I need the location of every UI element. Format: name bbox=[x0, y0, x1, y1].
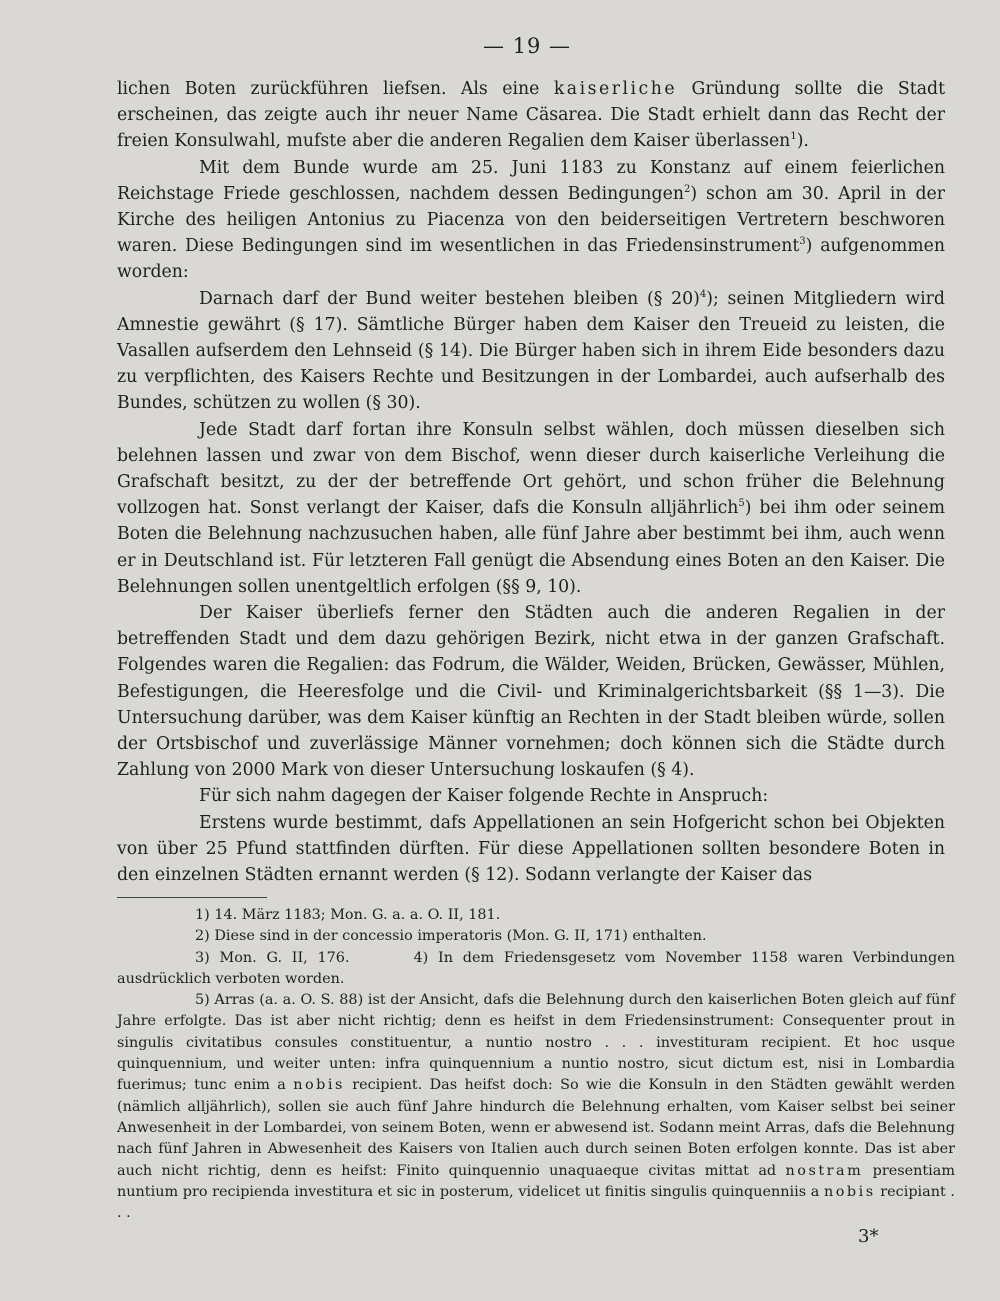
text-run: Der Kaiser überliefs ferner den Städten auch die anderen Regalien in der betreffenden Stadt und dem dazu gehörigen Bezirk, nicht etwa in der ganzen Grafschaft. Folgendes waren die Regalien: das Fodrum, die Wälder, Weiden, Brücken, Gewässer, Mühlen, Befestigungen, die Heeresfolge und die Civil- und Kriminalgerichtsbarkeit (§§ 1—3). Die Untersuchung darüber, was dem Kaiser künftig an Rechten in der Stadt bleiben würde, sollen der Ortsbischof und zuverlässige Männer vornehmen; doch können sich die Städte durch Zahlung von 2000 Mark von dieser Untersuchung loskaufen (§ 4). bbox=[117, 603, 945, 781]
paragraph bbox=[117, 286, 945, 417]
text-run: Mit dem Bunde wurde am 25. Juni 1183 zu Konstanz auf einem feierlichen Reichstage Friede geschlossen, nachdem dessen Bedingungen bbox=[117, 157, 945, 204]
paragraph bbox=[117, 600, 945, 783]
text-run: ) schon am 30. April in der Kirche des heiligen Antonius zu Piacenza von den beiderseitigen Vertretern beschworen waren. Diese Bedingungen sind im wesentlichen in das Friedensinstrument bbox=[117, 183, 945, 257]
spaced-emphasis: nostram bbox=[785, 1162, 864, 1179]
text-run: ). bbox=[796, 131, 809, 152]
footnote-marker: 5 bbox=[738, 498, 745, 510]
footnotes bbox=[117, 905, 955, 1224]
paragraph bbox=[117, 417, 945, 600]
footnote-marker: 4 bbox=[699, 288, 707, 300]
text-run: Darnach darf der Bund weiter bestehen bleiben (§ 20) bbox=[199, 288, 700, 309]
paragraph bbox=[117, 155, 945, 286]
text-run: recipiant . . . bbox=[117, 1183, 955, 1222]
footnote bbox=[117, 948, 955, 991]
footnote-marker: 3 bbox=[799, 236, 806, 248]
text-run: Jede Stadt darf fortan ihre Konsuln selbst wählen, doch müssen dieselben sich belehnen lassen und zwar von dem Bischof, wenn dieser durch kaiserliche Verleihung die Grafschaft besitzt, zu der der betreffende Ort gehört, und schon früher die Belehnung vollzogen hat. Sonst verlangt der Kaiser, dafs die Konsuln alljährlich bbox=[117, 419, 945, 519]
text-run: ) bei ihm oder seinem Boten die Belehnung nachzusuchen haben, alle fünf Jahre aber bestimmt bei ihm, auch wenn er in Deutschland ist. Für letzteren Fall genügt die Absendung eines Boten an den Kaiser. Die Belehnungen sollen unentgeltlich erfolgen (§§ 9, 10). bbox=[117, 498, 945, 597]
text-run: presentiam nuntium pro recipienda investitura et sic in posterum, videlicet ut finitis singulis quinquenniis a bbox=[117, 1162, 956, 1200]
text-run: 4) In dem Friedensgesetz vom November 1158 waren Verbindungen ausdrücklich verboten worden. bbox=[117, 949, 955, 987]
text-run: Für sich nahm dagegen der Kaiser folgende Rechte in Anspruch: bbox=[199, 786, 769, 807]
text-run: lichen Boten zurückführen liefsen. Als eine bbox=[117, 79, 554, 99]
page-number: — 19 — bbox=[482, 34, 572, 58]
main-text bbox=[117, 76, 945, 888]
footnote bbox=[117, 926, 955, 947]
footnote bbox=[117, 905, 955, 926]
footnote bbox=[117, 990, 955, 1224]
paragraph bbox=[117, 783, 945, 809]
footnote-marker: 2 bbox=[683, 184, 691, 196]
sheet-signature: 3* bbox=[858, 1226, 879, 1247]
spaced-emphasis: kaiserliche bbox=[553, 79, 678, 99]
text-run: 2) Diese sind in der concessio imperatoris (Mon. G. II, 171) enthalten. bbox=[195, 928, 707, 945]
text-run: 1) 14. März 1183; Mon. G. a. a. O. II, 181. bbox=[195, 907, 501, 923]
text-run: 5) Arras (a. a. O. S. 88) ist der Ansicht, dafs die Belehnung durch den kaiserlichen Boten gleich auf fünf Jahre erfolgte. Das ist aber nicht richtig; denn es heifst in dem Friedensinstrument: Consequenter prout in singulis civitatibus consules constituentur, a nuntio nostro . . . investituram recipient. Et hoc usque quinquennium, und weiter unten: infra quinquennium a nuntio nostro, sicut dictum est, nisi in Lombardia fuerimus; tunc enim a bbox=[117, 992, 955, 1094]
text-run: Gründung sollte die Stadt erscheinen, das zeigte auch ihr neuer Name Cäsarea. Die Stadt erhielt dann das Recht der freien Konsulwahl, mufste aber die anderen Regalien dem Kaiser überlassen bbox=[117, 79, 946, 152]
paragraph bbox=[117, 810, 945, 889]
text-run: 3) Mon. G. II, 176. bbox=[195, 949, 350, 966]
text-run: recipient. Das heifst doch: So wie die Konsuln in den Städten gewählt werden (nämlich alljährlich), sollen sie auch fünf Jahre hindurch die Belehnung erhalten, vom Kaiser selbst bei seiner Anwesenheit in der Lombardei, von seinem Boten, wenn er abwesend ist. Sodann meint Arras, dafs die Belehnung nach fünf Jahren in Abwesenheit des Kaisers von Italien auch durch seinen Boten erfolgen konnte. Das ist aber auch nicht richtig, denn es heifst: Finito quinquennio unaquaeque civitas mittat ad bbox=[117, 1077, 956, 1179]
text-run: ) aufgenommen worden: bbox=[117, 236, 945, 283]
spaced-emphasis: nobis bbox=[823, 1183, 876, 1200]
text-run: ); seinen Mitgliedern wird Amnestie gewährt (§ 17). Sämtliche Bürger haben dem Kaiser den Treueid zu leisten, die Vasallen aufserdem den Lehnseid (§ 14). Die Bürger haben sich in ihrem Eide besonders dazu zu verpflichten, des Kaisers Rechte und Besitzungen in der Lombardei, auch aufserhalb des Bundes, schützen zu wollen (§ 30). bbox=[117, 288, 945, 414]
text-run: Erstens wurde bestimmt, dafs Appellationen an sein Hofgericht schon bei Objekten von über 25 Pfund stattfinden dürften. Für diese Appellationen sollten besondere Boten in den einzelnen Städten ernannt werden (§ 12). Sodann verlangte der Kaiser das bbox=[117, 812, 945, 886]
footnote-marker: 1 bbox=[790, 131, 797, 143]
footnote-divider bbox=[117, 897, 267, 898]
paragraph bbox=[117, 76, 945, 155]
spaced-emphasis: nobis bbox=[293, 1077, 345, 1094]
